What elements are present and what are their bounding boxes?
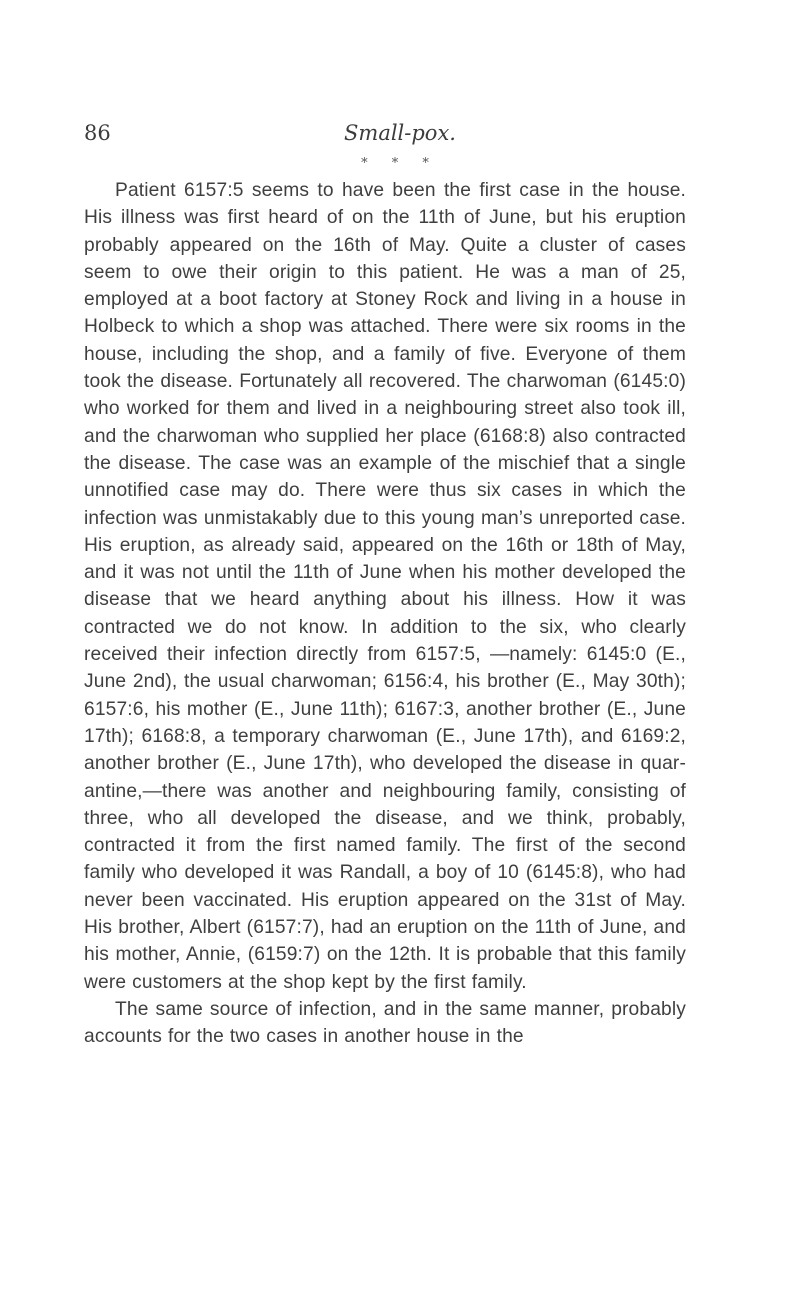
body-text <box>84 177 686 1051</box>
section-break-asterisks: * * * <box>361 156 439 171</box>
page-header <box>84 121 716 151</box>
running-title: Small-pox. <box>344 121 456 145</box>
page-number: 86 <box>84 121 111 145</box>
paragraph-1: Patient 6157:5 seems to have been the first case in the house. His illness was first heard of on the 11th of June, but his eruption probably appeared on the 16th of May. Quite a cluster of cases seem to owe their origin to this patient. He was a man of 25, employed at a boot factory at Stoney Rock and living in a house in Holbeck to which a shop was attached. There were six rooms in the house, including the shop, and a family of five. Everyone of them took the disease. Fortunately all recovered. The charwoman (6145:0) who worked for them and lived in a neighbouring street also took ill, and the charwoman who supplied her place (6168:8) also contracted the disease. The case was an example of the mischief that a single unnotified case may do. There were thus six cases in which the infection was unmistakably due to this young man’s unreported case. His eruption, as already said, appeared on the 16th or 18th of May, and it was not until the 11th of June when his mother developed the disease that we heard anything about his illness. How it was contracted we do not know. In addition to the six, who clearly received their infection directly from 6157:5, —namely: 6145:0 (E., June 2nd), the usual charwoman; 6156:4, his brother (E., May 30th); 6157:6, his mother (E., June 11th); 6167:3, another brother (E., June 17th); 6168:8, a temporary charwoman (E., June 17th), and 6169:2, another brother (E., June 17th), who developed the disease in quar-antine,—there was another and neighbouring family, consisting of three, who all developed the disease, and we think, probably, contracted it from the first named family. The first of the second family who developed it was Randall, a boy of 10 (6145:8), who had never been vaccinated. His eruption appeared on the 31st of May. His brother, Albert (6157:7), had an eruption on the 11th of June, and his mother, Annie, (6159:7) on the 12th. It is probable that this family were customers at the shop kept by the first family. <box>84 180 686 993</box>
paragraph-2: The same source of infection, and in the same manner, probably accounts for the two cases in another house in the <box>84 998 686 1048</box>
